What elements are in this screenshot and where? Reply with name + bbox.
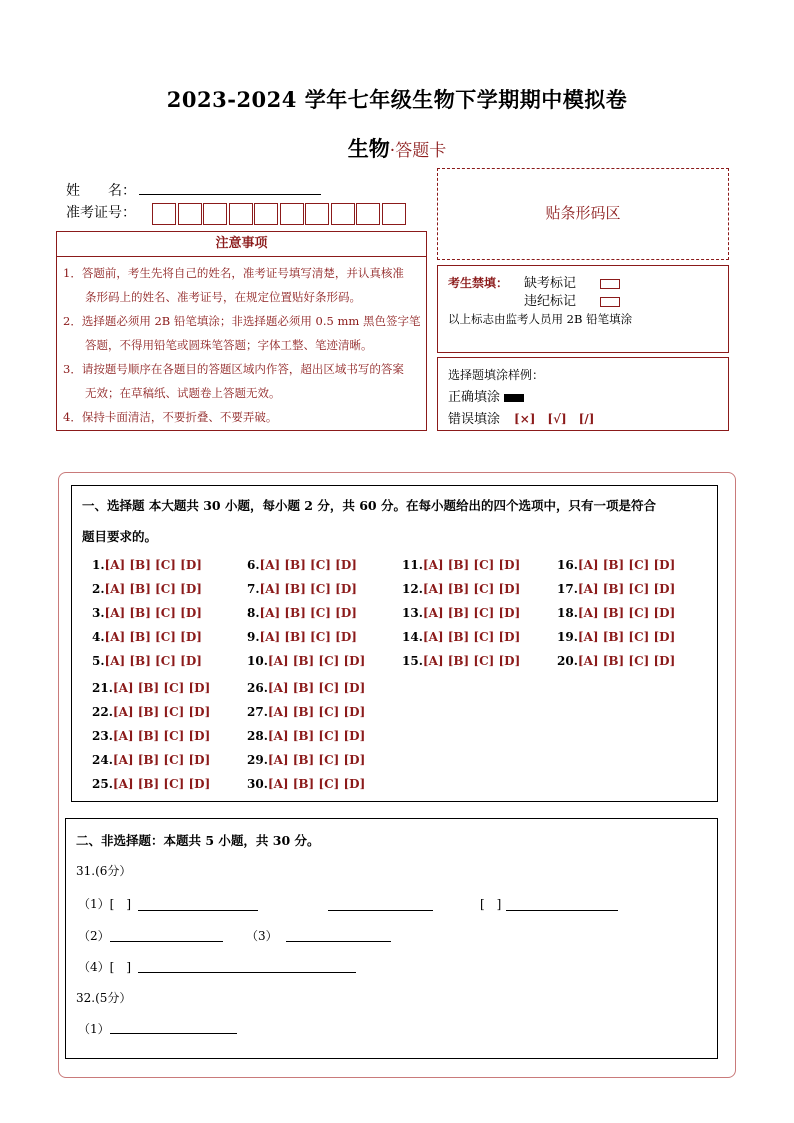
name-label: 姓 名： [66,183,136,199]
notice-item: 条形码上的姓名、准考证号，在规定位置贴好条形码。 [85,290,361,304]
sample-box [437,357,729,431]
question-number: 11. [402,558,423,572]
notice-list [57,257,426,429]
id-digit-box[interactable] [305,203,329,225]
filled-mark-icon [504,394,524,402]
answer-options[interactable]: [A] [B] [C] [D] [422,558,521,572]
choice-question-19[interactable] [557,630,675,644]
notice-item: 4．保持卡面清洁，不要折叠、不要弄破。 [63,410,278,424]
choice-question-10[interactable] [247,654,365,668]
prohibit-box [437,265,729,353]
page-title: 2023-2024 学年七年级生物下学期期中模拟卷 [166,87,628,112]
choice-question-21[interactable] [92,681,210,695]
wrong-label: 错误填涂 [448,412,501,427]
choice-question-4[interactable] [92,630,202,644]
q31-2-label: （2） [78,929,110,943]
barcode-label: 贴条形码区 [545,204,621,222]
question-number: 23. [92,729,113,743]
answer-options[interactable]: [A] [B] [C] [D] [577,582,676,596]
answer-options[interactable]: [A] [B] [C] [D] [259,606,357,620]
id-boxes[interactable] [152,203,407,225]
answer-options[interactable]: [A] [B] [C] [D] [112,753,211,767]
id-digit-box[interactable] [152,203,176,225]
question-number: 15. [402,654,423,668]
id-digit-box[interactable] [331,203,355,225]
question-number: 18. [557,606,578,620]
choice-question-3[interactable] [92,606,202,620]
answer-options[interactable]: [A] [B] [C] [D] [267,729,366,743]
q31-3-blank[interactable] [286,941,391,942]
answer-options[interactable]: [A] [B] [C] [D] [259,630,357,644]
id-digit-box[interactable] [280,203,304,225]
notice-box [56,231,427,431]
prohibit-note: 以上标志由监考人员用 2B 铅笔填涂 [448,312,633,326]
choice-question-15[interactable] [402,654,520,668]
notice-item: 2．选择题必须用 2B 铅笔填涂；非选择题必须用 0.5 mm 黑色签字笔 [63,314,421,328]
correct-label: 正确填涂 [448,390,501,405]
choice-question-23[interactable] [92,729,210,743]
choice-question-17[interactable] [557,582,675,596]
answer-options[interactable]: [A] [B] [C] [D] [104,630,202,644]
q31-label: 31.(6分） [76,864,132,878]
answer-options[interactable]: [A] [B] [C] [D] [112,681,211,695]
q31-2-blank[interactable] [110,941,223,942]
question-number: 9. [247,630,260,644]
q32-1-blank[interactable] [110,1033,237,1034]
choice-question-9[interactable] [247,630,357,644]
choice-question-7[interactable] [247,582,357,596]
answer-options[interactable]: [A] [B] [C] [D] [577,558,676,572]
answer-options[interactable]: [A] [B] [C] [D] [267,777,366,791]
name-field[interactable] [139,194,321,195]
answer-options[interactable]: [A] [B] [C] [D] [422,630,521,644]
q31-4-blank[interactable] [138,972,356,973]
q31-1-label: （1）[ ] [78,897,131,911]
question-number: 22. [92,705,113,719]
violation-label: 违纪标记 [524,294,577,309]
question-number: 14. [402,630,423,644]
answer-options[interactable]: [A] [B] [C] [D] [267,654,366,668]
absent-mark [524,272,620,291]
correct-sample [448,386,524,405]
answer-options[interactable]: [A] [B] [C] [D] [422,654,521,668]
section1-heading: 一、选择题 本大题共 30 小题，每小题 2 分，共 60 分。在每小题给出的四个选项中，只有一项是符合 [82,498,656,513]
question-number: 29. [247,753,268,767]
prohibit-label: 考生禁填： [448,276,509,290]
q31-1-blank-b[interactable] [328,910,433,911]
notice-title: 注意事项 [57,232,426,257]
choice-question-24[interactable] [92,753,210,767]
violation-mark [524,290,620,309]
answer-options[interactable]: [A] [B] [C] [D] [267,705,366,719]
question-number: 2. [92,582,105,596]
notice-item: 3．请按题号顺序在各题目的答题区域内作答，超出区域书写的答案 [63,362,404,376]
answer-options[interactable]: [A] [B] [C] [D] [422,582,521,596]
section-nonchoice [65,818,718,1059]
question-number: 7. [247,582,260,596]
question-number: 1. [92,558,105,572]
q31-1-blank-c[interactable] [506,910,618,911]
question-number: 10. [247,654,268,668]
absent-label: 缺考标记 [524,276,577,291]
notice-item: 答题，不得用铅笔或圆珠笔答题；字体工整、笔迹清晰。 [85,338,373,352]
title-dot: · [389,141,396,161]
answer-options[interactable]: [A] [B] [C] [D] [112,705,211,719]
wrong-marks: [×] [√] [/] [514,412,595,426]
choice-question-25[interactable] [92,777,210,791]
id-digit-box[interactable] [178,203,202,225]
q32-label: 32.(5分） [76,991,132,1005]
answer-options[interactable]: [A] [B] [C] [D] [104,558,202,572]
question-number: 8. [247,606,260,620]
choice-question-16[interactable] [557,558,675,572]
answer-options[interactable]: [A] [B] [C] [D] [267,681,366,695]
question-number: 26. [247,681,268,695]
answer-options[interactable]: [A] [B] [C] [D] [112,729,211,743]
question-number: 6. [247,558,260,572]
question-number: 28. [247,729,268,743]
answer-options[interactable]: [A] [B] [C] [D] [104,654,202,668]
q31-3-label: （3） [246,929,278,943]
q31-4-label: （4）[ ] [78,960,131,974]
choice-question-2[interactable] [92,582,202,596]
id-digit-box[interactable] [254,203,278,225]
choice-question-8[interactable] [247,606,357,620]
choice-question-20[interactable] [557,654,675,668]
answer-options[interactable]: [A] [B] [C] [D] [577,654,676,668]
choice-question-12[interactable] [402,582,520,596]
violation-checkbox[interactable] [600,297,620,307]
question-number: 19. [557,630,578,644]
card-label: 答题卡 [395,141,447,161]
question-number: 17. [557,582,578,596]
choice-question-13[interactable] [402,606,520,620]
choice-question-28[interactable] [247,729,365,743]
sample-title: 选择题填涂样例： [448,368,545,382]
section2-heading: 二、非选择题：本题共 5 小题，共 30 分。 [76,833,320,848]
id-digit-box[interactable] [203,203,227,225]
question-number: 5. [92,654,105,668]
choice-question-18[interactable] [557,606,675,620]
choice-question-26[interactable] [247,681,365,695]
question-number: 27. [247,705,268,719]
answer-options[interactable]: [A] [B] [C] [D] [422,606,521,620]
section1-heading-cont: 题目要求的。 [82,529,158,544]
barcode-area [437,168,729,260]
question-number: 13. [402,606,423,620]
q31-1-blank-a[interactable] [138,910,258,911]
id-digit-box[interactable] [356,203,380,225]
wrong-sample [448,408,594,427]
answer-options[interactable]: [A] [B] [C] [D] [267,753,366,767]
choice-question-14[interactable] [402,630,520,644]
id-digit-box[interactable] [229,203,253,225]
absent-checkbox[interactable] [600,279,620,289]
notice-item: 1．答题前，考生先将自己的姓名，准考证号填写清楚，并认真核准 [63,266,404,280]
answer-options[interactable]: [A] [B] [C] [D] [577,630,676,644]
q32-1-label: （1） [78,1022,110,1036]
answer-options[interactable]: [A] [B] [C] [D] [104,582,202,596]
id-label: 准考证号： [66,205,136,221]
choice-question-27[interactable] [247,705,365,719]
subject-title [0,133,794,163]
section-choice [71,485,718,802]
q31-1b-label: [ ] [480,897,502,911]
notice-item: 无效；在草稿纸、试题卷上答题无效。 [85,386,281,400]
answer-options[interactable]: [A] [B] [C] [D] [259,582,357,596]
choice-question-1[interactable] [92,558,202,572]
choice-question-11[interactable] [402,558,520,572]
question-number: 25. [92,777,113,791]
question-number: 30. [247,777,268,791]
choice-question-6[interactable] [247,558,357,572]
question-number: 12. [402,582,423,596]
subject-name: 生物 [347,136,390,161]
answer-options[interactable]: [A] [B] [C] [D] [259,558,357,572]
choice-question-30[interactable] [247,777,365,791]
choice-question-29[interactable] [247,753,365,767]
answer-options[interactable]: [A] [B] [C] [D] [112,777,211,791]
question-number: 3. [92,606,105,620]
question-number: 20. [557,654,578,668]
question-number: 4. [92,630,105,644]
answer-options[interactable]: [A] [B] [C] [D] [104,606,202,620]
question-number: 24. [92,753,113,767]
answer-options[interactable]: [A] [B] [C] [D] [577,606,676,620]
id-digit-box[interactable] [382,203,406,225]
choice-question-5[interactable] [92,654,202,668]
choice-question-22[interactable] [92,705,210,719]
question-number: 21. [92,681,113,695]
question-number: 16. [557,558,578,572]
